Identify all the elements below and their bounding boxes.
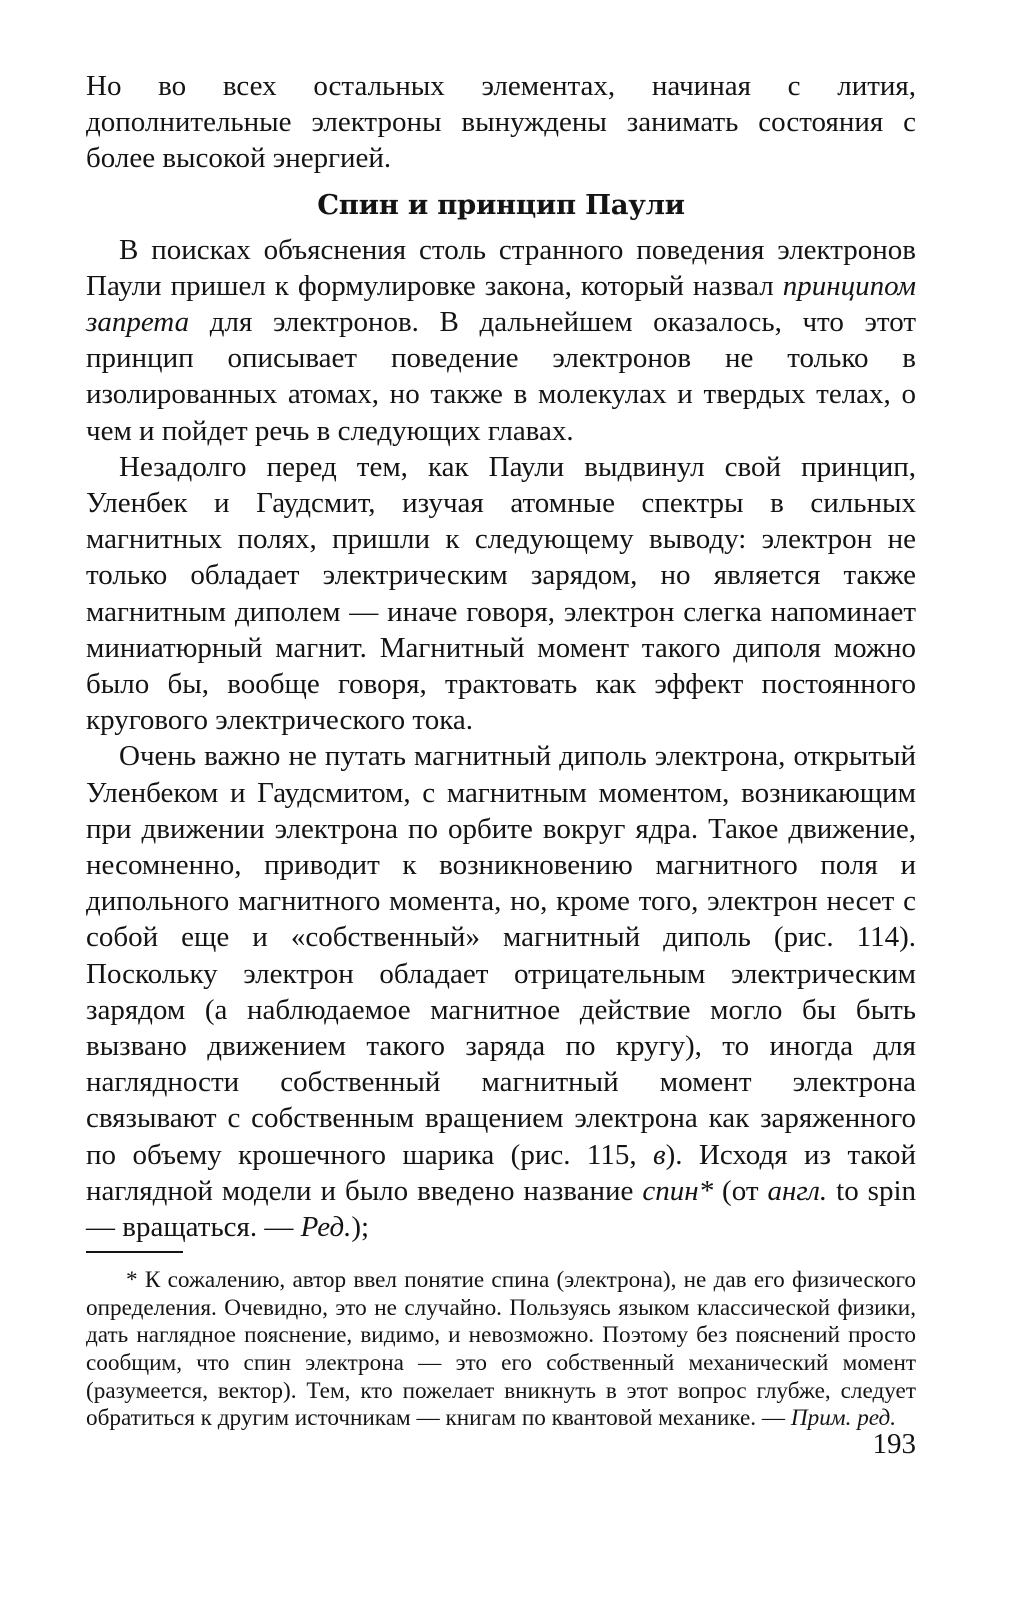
italic-term-exclusion-principle: принципом запрета [86, 269, 916, 339]
italic-abbrev-english: англ. [767, 1174, 828, 1207]
page-body [86, 68, 916, 1433]
text-run: to spin — вращаться. — [86, 1174, 917, 1244]
text-run: ); [351, 1211, 370, 1244]
text-run: В поисках объяснения столь странного поведения электронов Паули пришел к формулировке закона, который назвал [86, 233, 916, 302]
text-run: (от [713, 1174, 768, 1207]
text-run: ). Исходя из такой наглядной модели и было введено название [86, 1138, 916, 1207]
paragraph-continuation: Но во всех остальных элементах, начиная с лития, дополнительные электроны вынуждены занимать состояния с более высокой энергией. [86, 70, 916, 175]
footnote-text: * К сожалению, автор ввел понятие спина (электрона), не дав его физического определения. Очевидно, это не случайно. Пользуясь языком классической физики, дать наглядное пояснение, видимо, и невозможно. Поэтому без пояснений просто сообщим, что спин электрона — это его собственный механический момент (разумеется, вектор). Тем, кто пожелает вникнуть в этот вопрос глубже, следует обратиться к другим источникам — книгам по квантовой механике. — [86, 1267, 916, 1432]
italic-figure-letter: в [653, 1138, 666, 1171]
section-heading: Спин и принцип Паули [317, 188, 685, 221]
italic-editor-note: Ред. [300, 1211, 352, 1244]
page-number: 193 [872, 1428, 916, 1460]
paragraph-magnetic-dipole: Незадолго перед тем, как Паули выдвинул свой принцип, Уленбек и Гаудсмит, изучая атомные спектры в сильных магнитных полях, пришли к следующему выводу: электрон не только обладает электрическим зарядом, но является также магнитным диполем — иначе говоря, электрон слегка напоминает миниатюрный магнит. Магнитный момент такого диполя можно было бы, вообще говоря, трактовать как эффект постоянного кругового электрического тока. [86, 450, 916, 737]
paragraph-pauli-principle [86, 232, 916, 449]
paragraph-spin [86, 738, 916, 1245]
italic-term-spin: спин* [642, 1174, 714, 1207]
footnote-editor-note: Прим. ред. [790, 1405, 897, 1432]
footnote-divider [86, 1251, 183, 1253]
text-run: Очень важно не путать магнитный диполь электрона, открытый Уленбеком и Гаудсмитом, с магнитным моментом, возникающим при движении электрона по орбите вокруг ядра. Такое движение, несомненно, приводит к возникновению магнитного поля и дипольного магнитного момента, но, кроме того, электрон несет с собой еще и «собственный» магнитный диполь (рис. 114). Поскольку электрон обладает отрицательным электрическим зарядом (а наблюдаемое магнитное действие могло бы быть вызвано движением такого заряда по кругу), то иногда для наглядности собственный магнитный момент электрона связывают с собственным вращением электрона как заряженного по объему крошечного шарика (рис. 115, [86, 740, 916, 1171]
text-run: для электронов. В дальнейшем оказалось, что этот принцип описывает поведение электронов не только в изолированных атомах, но также в молекулах и твердых телах, о чем и пойдет речь в следующих главах. [86, 306, 916, 447]
footnote [86, 1267, 916, 1433]
